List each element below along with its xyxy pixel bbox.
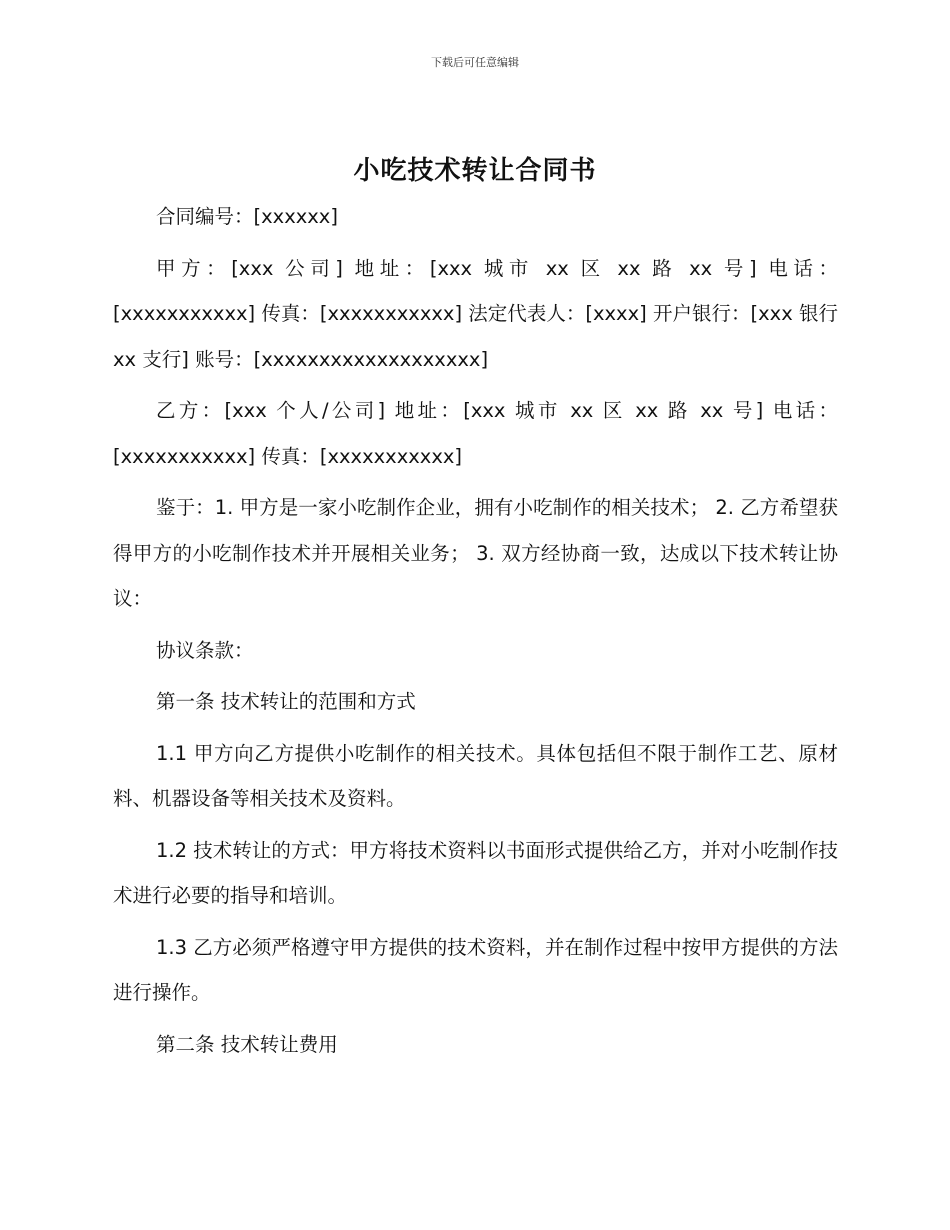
party-b-paragraph: 乙方：[xxx 个人/公司] 地址：[xxx 城市 xx 区 xx 路 xx 号] 电话：[xxxxxxxxxxx] 传真：[xxxxxxxxxxx]	[113, 399, 838, 468]
document-body	[113, 194, 838, 1073]
contract-number-paragraph: 合同编号：[xxxxxx]	[156, 205, 338, 228]
document-title: 小吃技术转让合同书	[353, 156, 597, 186]
whereas-paragraph: 鉴于：1. 甲方是一家小吃制作企业，拥有小吃制作的相关技术； 2. 乙方希望获得甲方的小吃制作技术并开展相关业务； 3. 双方经协商一致，达成以下技术转让协议：	[113, 496, 838, 610]
terms-heading: 协议条款：	[156, 638, 254, 662]
clause-1-3: 1.3 乙方必须严格遵守甲方提供的技术资料，并在制作过程中按甲方提供的方法进行操作。	[113, 935, 838, 1004]
article-2-heading: 第二条 技术转让费用	[156, 1032, 338, 1056]
article-1-heading: 第一条 技术转让的范围和方式	[156, 690, 416, 713]
party-a-paragraph: 甲方：[xxx 公司] 地址：[xxx 城市 xx 区 xx 路 xx 号] 电话：[xxxxxxxxxxx] 传真：[xxxxxxxxxxx] 法定代表人：[xxxx] 开户银行：[xxx 银行 xx 支行] 账号：[xxxxxxxxxxxxxxxxxxx]	[113, 256, 838, 371]
page-header-note: 下载后可任意编辑	[431, 56, 519, 69]
clause-1-1: 1.1 甲方向乙方提供小吃制作的相关技术。具体包括但不限于制作工艺、原材料、机器设备等相关技术及资料。	[113, 741, 838, 810]
clause-1-2: 1.2 技术转让的方式：甲方将技术资料以书面形式提供给乙方，并对小吃制作技术进行必要的指导和培训。	[113, 838, 838, 907]
